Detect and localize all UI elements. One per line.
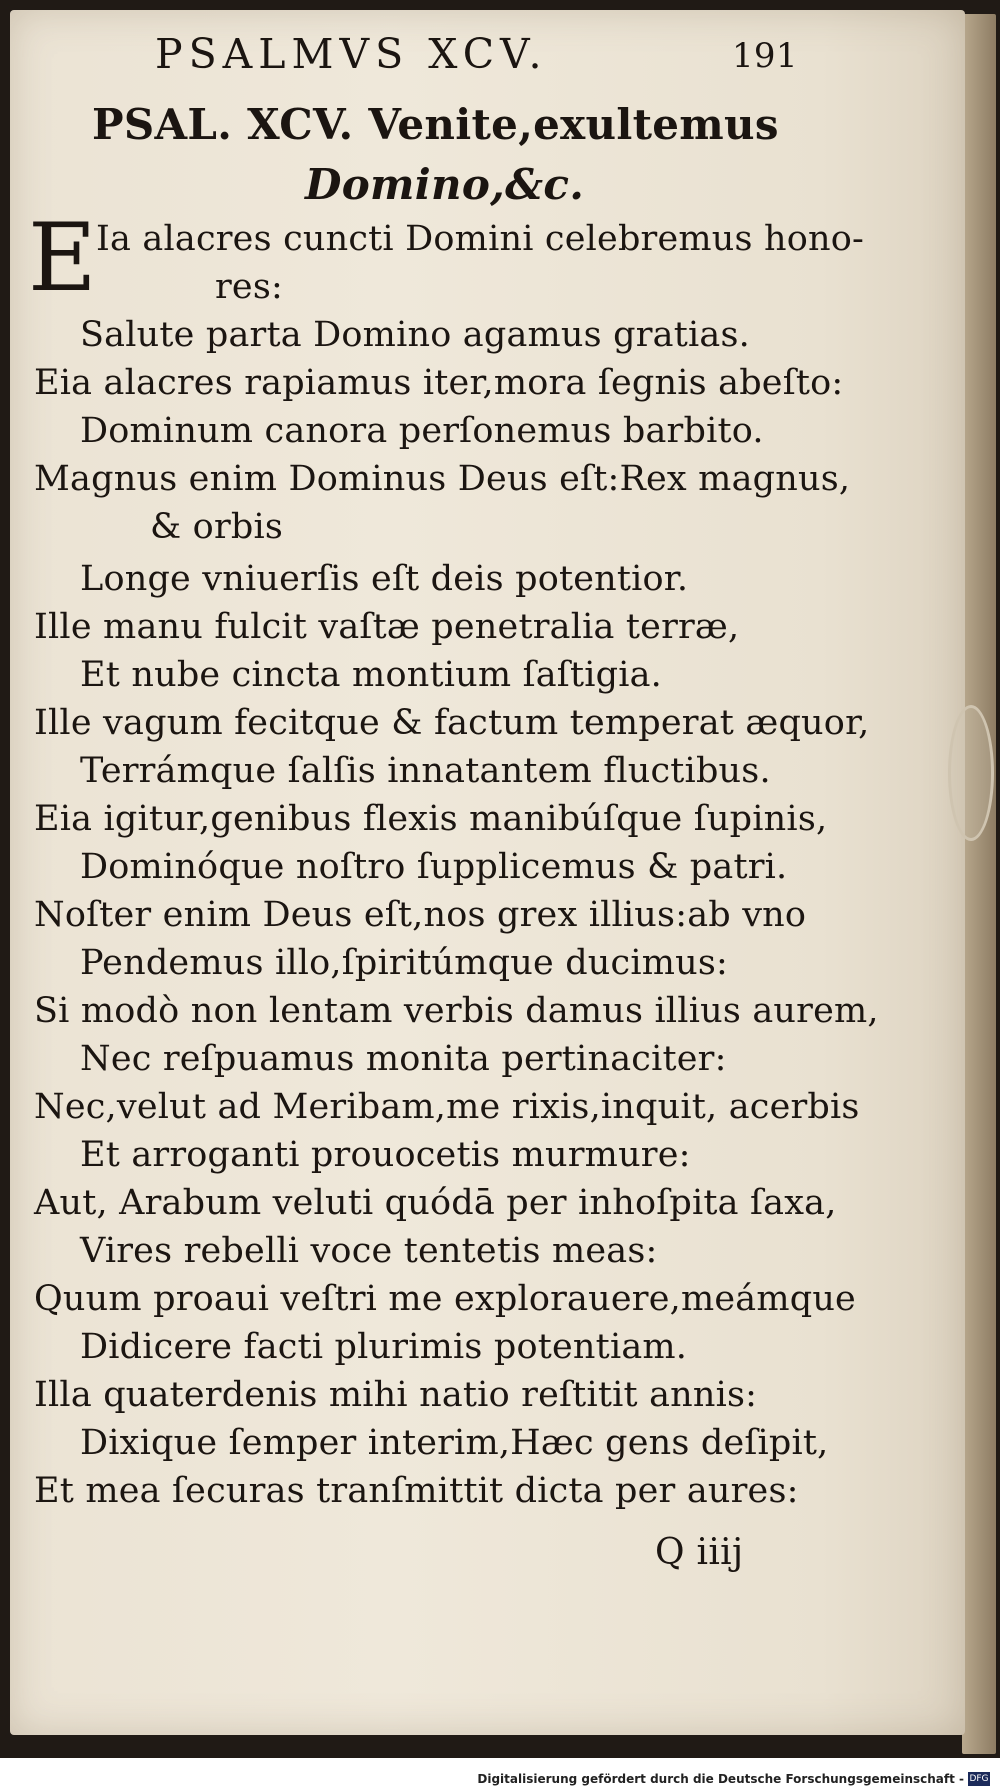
psalm-heading: PSAL. XCV. Venite,exultemus (92, 100, 779, 149)
verse-line: Longe vniuerſis eſt deis potentior. (80, 559, 689, 599)
verse-line: Dixique ſemper interim,Hæc gens deſipit, (80, 1423, 829, 1463)
verse-line: Pendemus illo,ſpiritúmque ducimus: (80, 943, 729, 983)
verse-line: Ille manu fulcit vaſtæ penetralia terræ, (34, 607, 740, 647)
verse-line: Dominum canora perſonemus barbito. (80, 411, 764, 451)
verse-line: Nec,velut ad Meribam,me rixis,inquit, acerbis (34, 1087, 860, 1127)
page-edge (962, 14, 996, 1754)
drop-initial: E (28, 204, 97, 313)
signature-mark: Q iiij (655, 1532, 744, 1573)
verse-line: Ille vagum fecitque & factum temperat æquor, (34, 703, 870, 743)
verse-line: Ia alacres cuncti Domini celebremus hono- (96, 219, 865, 259)
verse-line: Magnus enim Dominus Deus eſt:Rex magnus, (34, 459, 851, 499)
verse-line: Salute parta Domino agamus gratias. (80, 315, 750, 355)
verse-line: Eia igitur,genibus flexis manibúſque ſupinis, (34, 799, 828, 839)
folio-number: 191 (732, 36, 798, 76)
verse-line: Vires rebelli voce tentetis meas: (80, 1231, 658, 1271)
verse-line: Didicere facti plurimis potentiam. (80, 1327, 688, 1367)
verse-line: Terrámque ſalſis innatantem fluctibus. (80, 751, 771, 791)
footer-credit: Digitalisierung gefördert durch die Deutsche Forschungsgemeinschaft - (477, 1772, 964, 1786)
dfg-logo: DFG (969, 1774, 989, 1784)
verse-line: Et mea ſecuras tranſmittit dicta per aures: (34, 1471, 799, 1511)
verse-line: Quum proaui veſtri me explorauere,meámque (34, 1279, 856, 1319)
verse-line: Nec reſpuamus monita pertinaciter: (80, 1039, 727, 1079)
verse-line: Eia alacres rapiamus iter,mora ſegnis abeſto: (34, 363, 844, 403)
running-head: PSALMVS XCV. (155, 30, 548, 78)
verse-line: Et arroganti prouocetis murmure: (80, 1135, 691, 1175)
verse-line: Dominóque noſtro ſupplicemus & patri. (80, 847, 788, 887)
verse-line: res: (215, 267, 283, 307)
verse-line: Aut, Arabum veluti quódā per inhoſpita ſaxa, (34, 1183, 837, 1223)
psalm-heading-continued: Domino,&c. (305, 160, 585, 209)
clasp-mark (948, 705, 994, 841)
verse-line: & orbis (150, 507, 284, 547)
verse-line: Illa quaterdenis mihi natio reſtitit annis: (34, 1375, 758, 1415)
verse-line: Noſter enim Deus eſt,nos grex illius:ab vno (34, 895, 807, 935)
verse-line: Si modò non lentam verbis damus illius aurem, (34, 991, 879, 1031)
verse-line: Et nube cincta montium ſaſtigia. (80, 655, 663, 695)
